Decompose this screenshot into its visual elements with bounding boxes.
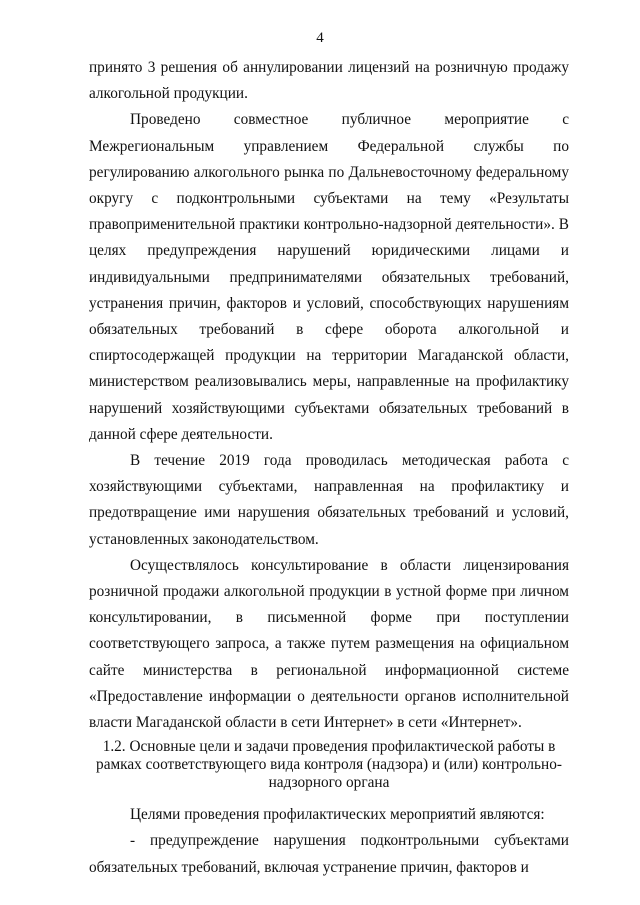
goals-intro: Целями проведения профилактических мероприятий являются: [130, 806, 545, 824]
paragraph-methodical-work: В течение 2019 года проводилась методическая работа с хозяйствующими субъектами, направленная на профилактику и предотвращение ими нарушения обязательных требований и условий, установленных законодательством. [89, 452, 569, 548]
goals-list-item: - предупреждение нарушения подконтрольными субъектами обязательных требований, включая устранение причин, факторов и [89, 832, 569, 876]
paragraph-joint-event: Проведено совместное публичное мероприятие с Межрегиональным управлением Федеральной службы по регулированию алкогольного рынка по Дальневосточному федеральному округу с подконтрольными субъектами на тему «Результаты правоприменительной практики контрольно-надзорной деятельности». В целях предупреждения нарушений юридическими лицами и индивидуальными предпринимателями обязательных требований, устранения причин, факторов и условий, способствующих нарушениям обязательных требований в сфере оборота алкогольной и спиртосодержащей продукции на территории Магаданской области, министерством реализовывались меры, направленные на профилактику нарушений хозяйствующими субъектами обязательных требований в данной сфере деятельности. [89, 111, 569, 443]
section-heading: 1.2. Основные цели и задачи проведения профилактической работы в рамках соответствующего вида контроля (надзора) и (или) контрольно-надзорного органа [96, 738, 562, 792]
page-number: 4 [316, 30, 324, 46]
paragraph-consulting: Осуществлялось консультирование в области лицензирования розничной продажи алкогольной продукции в устной форме при личном консультировании, в письменной форме при поступлении соответствующего запроса, а также путем размещения на официальном сайте министерства в региональной информационной системе «Предоставление информации о деятельности органов исполнительной власти Магаданской области в сети Интернет» в сети «Интернет». [89, 556, 569, 732]
document-body [89, 55, 569, 881]
paragraph-continuation: принято 3 решения об аннулировании лицензий на розничную продажу алкогольной продукции. [89, 59, 569, 103]
